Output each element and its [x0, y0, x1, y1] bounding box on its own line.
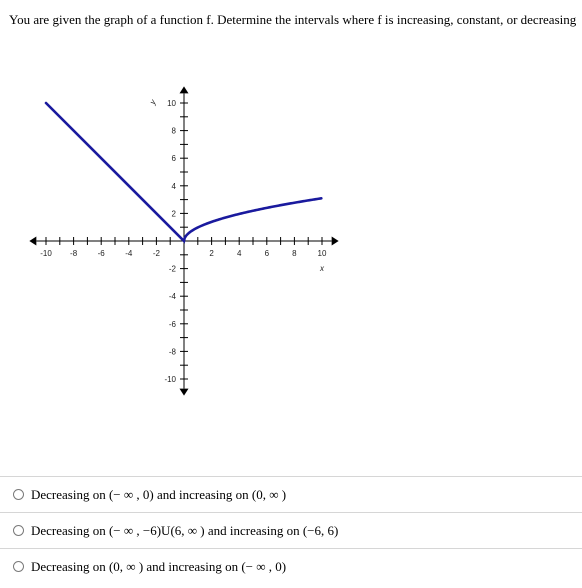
x-tick-label: 8 [292, 249, 297, 258]
x-axis-arrow-right [332, 237, 339, 246]
x-tick-label: -2 [152, 249, 160, 258]
x-axis-arrow-left [29, 237, 36, 246]
x-tick-label: 10 [317, 249, 327, 258]
x-tick-label: 6 [264, 249, 270, 258]
y-tick-label: -2 [168, 264, 176, 274]
y-tick-label: 2 [171, 209, 176, 219]
y-tick-label: -6 [168, 319, 176, 329]
answer-choice-3[interactable] [0, 548, 582, 584]
y-tick-label: 6 [171, 154, 176, 164]
answer-choice-text: Decreasing on (− ∞ , −6)U(6, ∞ ) and increasing on (−6, 6) [31, 522, 339, 538]
x-axis-label: x [320, 264, 324, 273]
answer-choice-text: Decreasing on (− ∞ , 0) and increasing on (0, ∞ ) [31, 486, 287, 502]
question-text: You are given the graph of a function f. Determine the intervals where f is increasing, constant, or decreasing [9, 12, 577, 27]
radio-button[interactable] [13, 489, 24, 500]
y-tick-label: -8 [168, 347, 176, 357]
y-axis-label: y [147, 98, 158, 106]
y-tick-label: 8 [171, 126, 176, 136]
answer-choice-text: Decreasing on (0, ∞ ) and increasing on (− ∞ , 0) [31, 558, 287, 574]
answer-choice-1[interactable] [0, 476, 582, 512]
x-tick-label: -6 [97, 249, 105, 258]
x-tick-label: -8 [70, 249, 78, 258]
radio-button[interactable] [13, 561, 24, 572]
radio-button[interactable] [13, 525, 24, 536]
answer-choice-2[interactable] [0, 512, 582, 548]
y-tick-label: 10 [167, 99, 176, 108]
y-tick-label: 4 [171, 181, 176, 191]
y-axis-arrow-down [180, 389, 189, 396]
x-tick-label: 4 [236, 249, 242, 258]
x-tick-label: -10 [40, 249, 52, 258]
x-tick-label: 2 [209, 249, 214, 258]
y-tick-label: -10 [164, 375, 176, 384]
y-axis-arrow-up [180, 86, 189, 93]
x-tick-label: -4 [125, 249, 133, 258]
y-tick-label: -4 [168, 292, 176, 302]
